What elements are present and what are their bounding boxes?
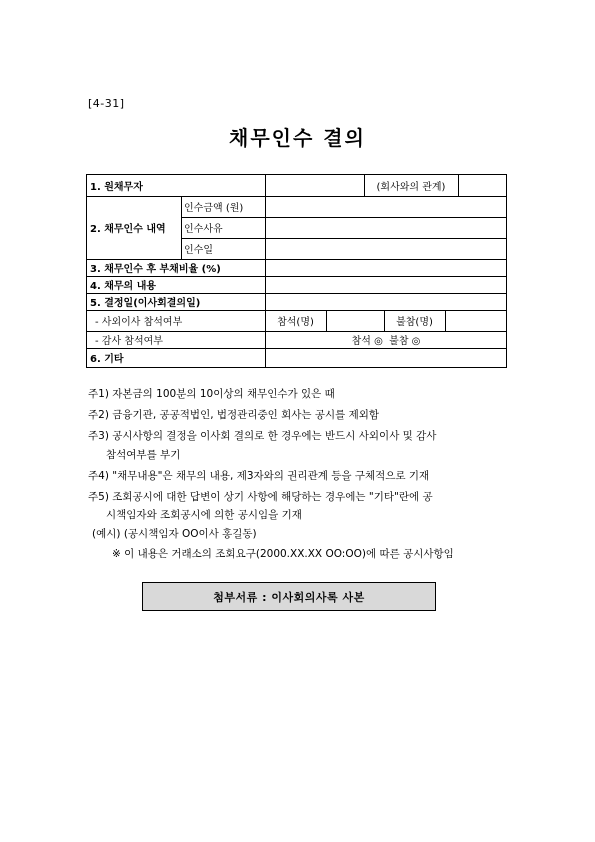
original-debtor-label: 1. 원채무자 — [90, 182, 143, 193]
amount-value — [265, 196, 507, 217]
attachment-box: 첨부서류 : 이사회의사록 사본 — [142, 582, 436, 611]
company-relation-label: (회사와의 관계) — [376, 182, 446, 193]
debt-ratio-label: 3. 채무인수 후 부채비율 (%) — [90, 264, 221, 275]
disclosure-form-table — [86, 174, 507, 368]
note-5-continued: 시책임자와 조회공시에 의한 공시임을 기재 — [106, 509, 302, 521]
reason-label: 인수사유 — [184, 224, 223, 235]
document-code: [4-31] — [88, 97, 125, 110]
note-3-continued: 참석여부를 부기 — [106, 449, 181, 461]
note-1: 주1) 자본금의 100분의 10이상의 채무인수가 있은 때 — [88, 388, 335, 400]
note-3: 주3) 공시사항의 결정을 이사회 결의로 한 경우에는 반드시 사외이사 및 감사 — [88, 430, 437, 442]
original-debtor-value — [265, 175, 364, 196]
example-line: (예시) (공시책임자 OO이사 홍길동) — [92, 528, 257, 540]
reference-note: ※ 이 내용은 거래소의 조회요구(2000.XX.XX OO:OO)에 따른 공시사항임 — [112, 548, 454, 560]
assumption-details-label: 2. 채무인수 내역 — [90, 224, 166, 235]
note-4: 주4) "채무내용"은 채무의 내용, 제3자와의 권리관계 등을 구체적으로 기재 — [88, 470, 430, 482]
other-label: 6. 기타 — [90, 354, 124, 365]
amount-label: 인수금액 (원) — [184, 203, 244, 214]
absent-count-label: 불참(명) — [396, 317, 433, 328]
present-count-label: 참석(명) — [277, 317, 314, 328]
note-2: 주2) 금융기관, 공공적법인, 법정관리중인 회사는 공시를 제외함 — [88, 409, 380, 421]
auditor-attendance-value: 참석 ◎ 불참 ◎ — [351, 336, 421, 347]
reason-value — [265, 217, 507, 238]
company-relation-value — [458, 175, 507, 196]
document-title: 채무인수 결의 — [229, 126, 366, 150]
date-label: 인수일 — [184, 245, 213, 256]
note-5: 주5) 조회공시에 대한 답변이 상기 사항에 해당하는 경우에는 "기타"란에 공 — [88, 491, 433, 503]
outside-directors-label: - 사외이사 참석여부 — [95, 317, 183, 328]
debt-content-label: 4. 채무의 내용 — [90, 281, 157, 292]
auditor-attendance-label: - 감사 참석여부 — [95, 336, 163, 347]
date-value — [265, 238, 507, 259]
decision-date-label: 5. 결정일(이사회결의일) — [90, 298, 201, 309]
